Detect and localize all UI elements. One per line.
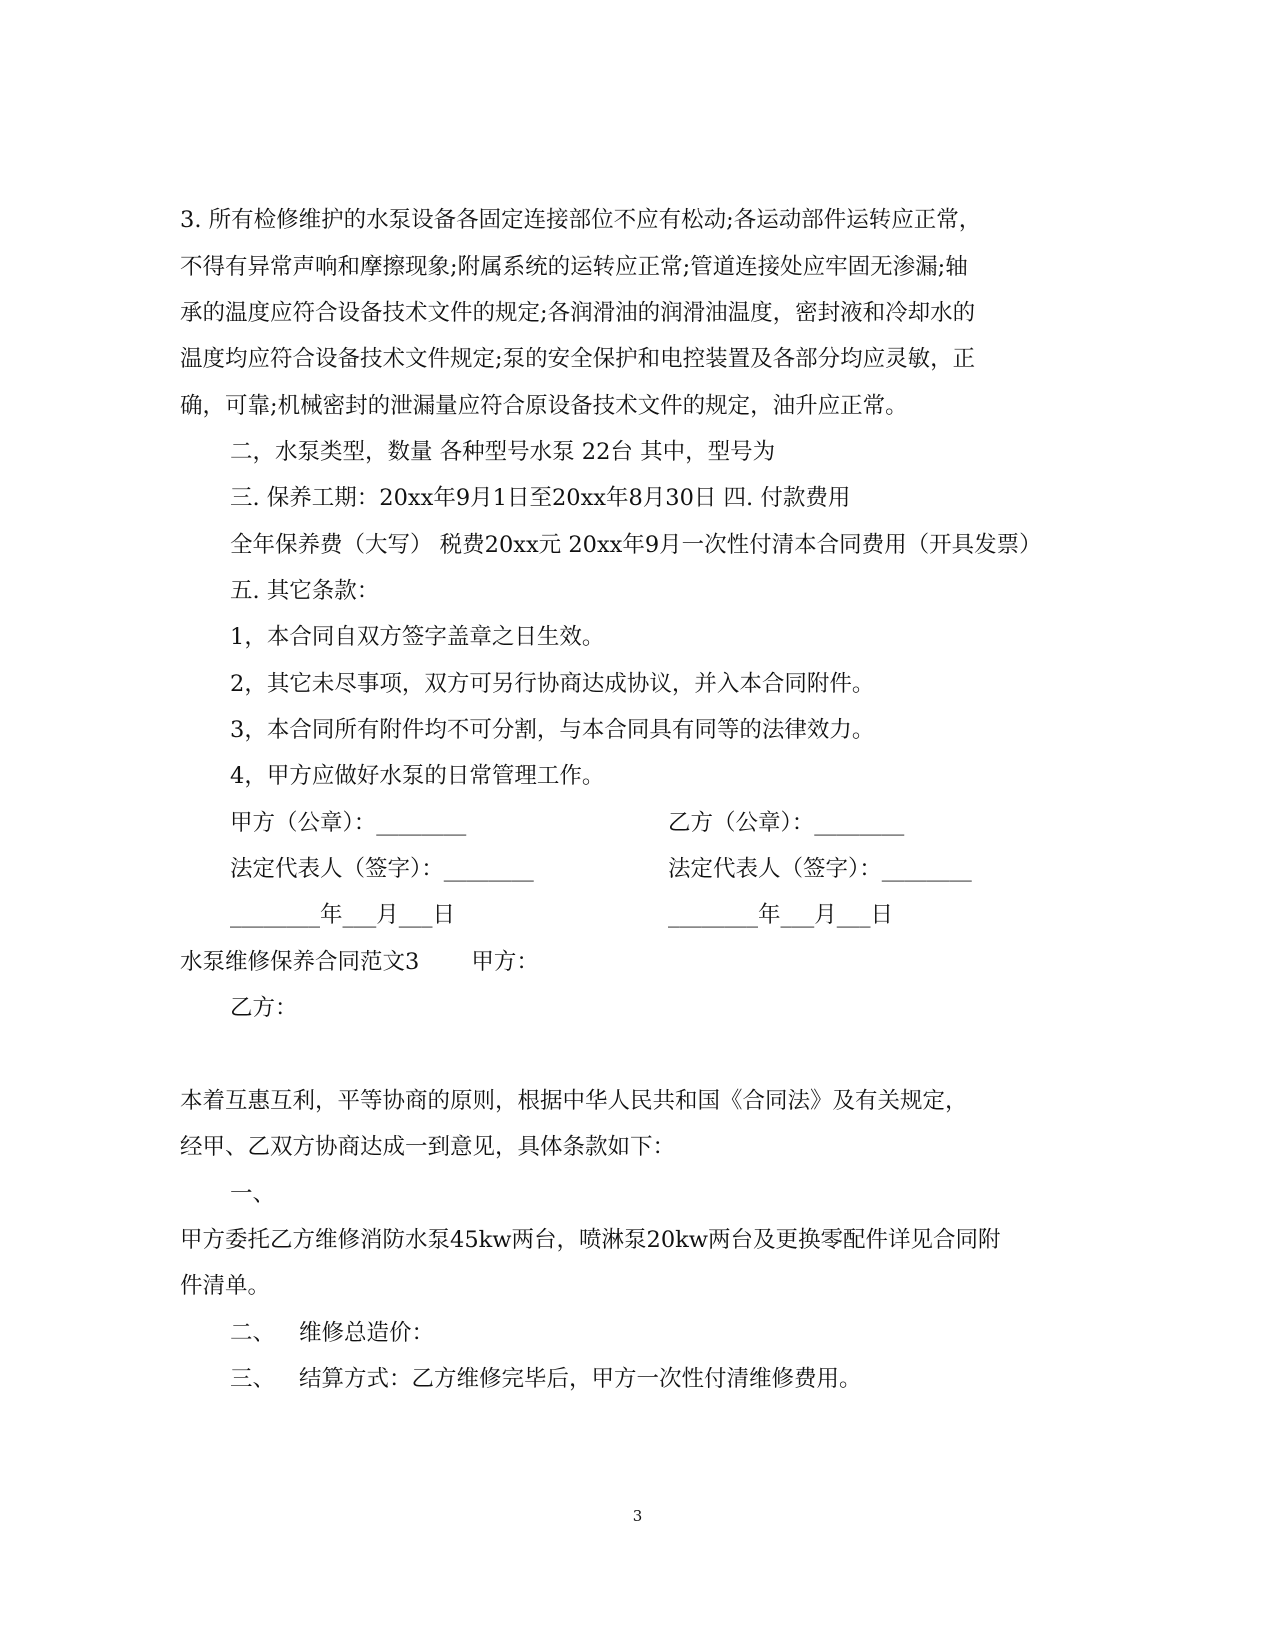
intro-line: 本着互惠互利，平等协商的原则，根据中华人民共和国《合同法》及有关规定，	[180, 1088, 968, 1114]
page-number: 3	[632, 1507, 643, 1525]
item-one-label: 一、	[230, 1181, 276, 1207]
template-title: 水泵维修保养合同范文3	[180, 949, 420, 975]
clause-item: 3，本合同所有附件均不可分割，与本合同具有同等的法律效力。	[230, 717, 875, 743]
fee-line: 全年保养费（大写） 税费20xx元 20xx年9月一次性付清本合同费用（开具发票）	[230, 532, 1042, 558]
paragraph-line: 3. 所有检修维护的水泵设备各固定连接部位不应有松动;各运动部件运转应正常，	[180, 207, 982, 233]
party-a-seal: 甲方（公章）：________	[230, 810, 467, 836]
item-three-label: 三、	[230, 1366, 276, 1392]
maintenance-period-line: 三. 保养工期：20xx年9月1日至20xx年8月30日 四. 付款费用	[230, 485, 851, 511]
pump-type-line: 二，水泵类型，数量 各种型号水泵 22台 其中，型号为	[230, 439, 776, 465]
clause-item: 1，本合同自双方签字盖章之日生效。	[230, 624, 605, 650]
party-b-date: ________年___月___日	[668, 902, 894, 928]
party-a-representative: 法定代表人（签字）：________	[230, 856, 534, 882]
paragraph-line: 温度均应符合设备技术文件规定;泵的安全保护和电控装置及各部分均应灵敏，正	[180, 346, 976, 372]
paragraph-line: 承的温度应符合设备技术文件的规定;各润滑油的润滑油温度，密封液和冷却水的	[180, 300, 976, 326]
party-b-label: 乙方：	[230, 995, 298, 1021]
paragraph-line: 确，可靠;机械密封的泄漏量应符合原设备技术文件的规定，油升应正常。	[180, 393, 908, 419]
other-clauses-heading: 五. 其它条款：	[230, 578, 380, 604]
item-two	[230, 1318, 434, 1348]
party-b-representative: 法定代表人（签字）：________	[668, 856, 972, 882]
clause-item: 2，其它未尽事项，双方可另行协商达成协议，并入本合同附件。	[230, 671, 875, 697]
item-three-text: 结算方式：乙方维修完毕后，甲方一次性付清维修费用。	[299, 1366, 862, 1392]
item-three	[230, 1364, 862, 1394]
paragraph-line: 不得有异常声响和摩擦现象;附属系统的运转应正常;管道连接处应牢固无渗漏;轴	[180, 254, 968, 280]
intro-line: 经甲、乙双方协商达成一到意见，具体条款如下：	[180, 1134, 676, 1160]
template-title-line	[180, 947, 539, 977]
item-two-label: 二、	[230, 1320, 276, 1346]
party-a-label: 甲方：	[471, 949, 539, 975]
item-one-line: 甲方委托乙方维修消防水泵45kw两台，喷淋泵20kw两台及更换零配件详见合同附	[180, 1227, 1001, 1253]
clause-item: 4，甲方应做好水泵的日常管理工作。	[230, 763, 605, 789]
party-a-date: ________年___月___日	[230, 902, 456, 928]
party-b-seal: 乙方（公章）：________	[668, 810, 905, 836]
item-one-line: 件清单。	[180, 1273, 271, 1299]
item-two-text: 维修总造价：	[299, 1320, 435, 1346]
